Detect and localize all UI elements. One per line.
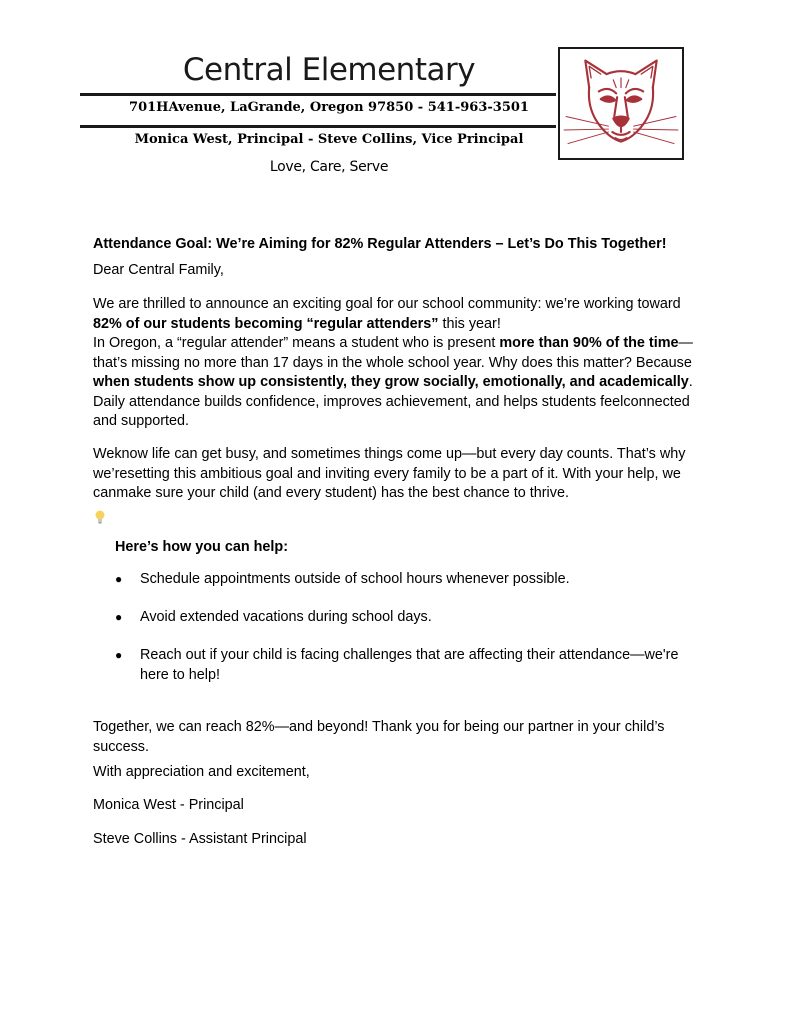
school-logo	[558, 47, 684, 160]
sign-off: With appreciation and excitement,	[93, 764, 310, 780]
school-motto: Love, Care, Serve	[269, 159, 389, 175]
bullet-icon: ●	[115, 610, 123, 624]
p1-text: —that’s missing no more than 17 days in the whole school year. Why does this matter? Because	[93, 335, 693, 371]
list-item-text: Reach out if your child is facing challenges that are affecting their attendance—we're here to help!	[140, 647, 679, 683]
cougar-logo-icon	[560, 49, 682, 158]
help-heading: Here’s how you can help:	[115, 539, 288, 555]
paragraph-every-day-counts: Weknow life can get busy, and sometimes things come up—but every day counts. That’s why we’resetting this ambitious goal and inviting every family to be a part of it. With your help, we canmake sure your child (and every student) has the best chance to thrive.	[93, 446, 686, 501]
school-name: Central Elementary	[182, 52, 476, 88]
signature-principal: Monica West - Principal	[93, 797, 244, 813]
p1-text: We are thrilled to announce an exciting goal for our school community: we’re working toward	[93, 296, 681, 312]
p1-bold-percent: more than 90% of the time	[499, 335, 679, 351]
header-rule-bottom	[80, 125, 556, 128]
p1-text: this year!	[438, 315, 501, 332]
paragraph-goal	[93, 295, 693, 432]
list-item-text: Avoid extended vacations during school days.	[140, 609, 432, 625]
p1-text: . Daily attendance builds confidence, improves achievement, and helps students feelconnected and supported.	[93, 374, 693, 429]
letter-greeting: Dear Central Family,	[93, 262, 224, 278]
letter-heading: Attendance Goal: We’re Aiming for 82% Regular Attenders – Let’s Do This Together!	[93, 236, 667, 252]
p1-bold-goal: 82% of our students becoming “regular attenders”	[93, 315, 439, 332]
header-rule-top	[80, 93, 556, 96]
lightbulb-icon	[93, 509, 107, 525]
list-item-text: Schedule appointments outside of school hours whenever possible.	[140, 571, 570, 587]
p1-text: In Oregon, a “regular attender” means a student who is present	[93, 335, 500, 351]
bullet-icon: ●	[115, 572, 123, 586]
closing-paragraph: Together, we can reach 82%—and beyond! Thank you for being our partner in your child’s success.	[93, 719, 665, 755]
bullet-icon: ●	[115, 648, 123, 662]
signature-assistant-principal: Steve Collins - Assistant Principal	[93, 831, 307, 847]
principals-line: Monica West, Principal - Steve Collins, Vice Principal	[134, 132, 524, 147]
p1-bold-growth: when students show up consistently, they grow socially, emotionally, and academically	[93, 374, 689, 390]
school-address: 701HAvenue, LaGrande, Oregon 97850 - 541-963-3501	[129, 100, 529, 115]
